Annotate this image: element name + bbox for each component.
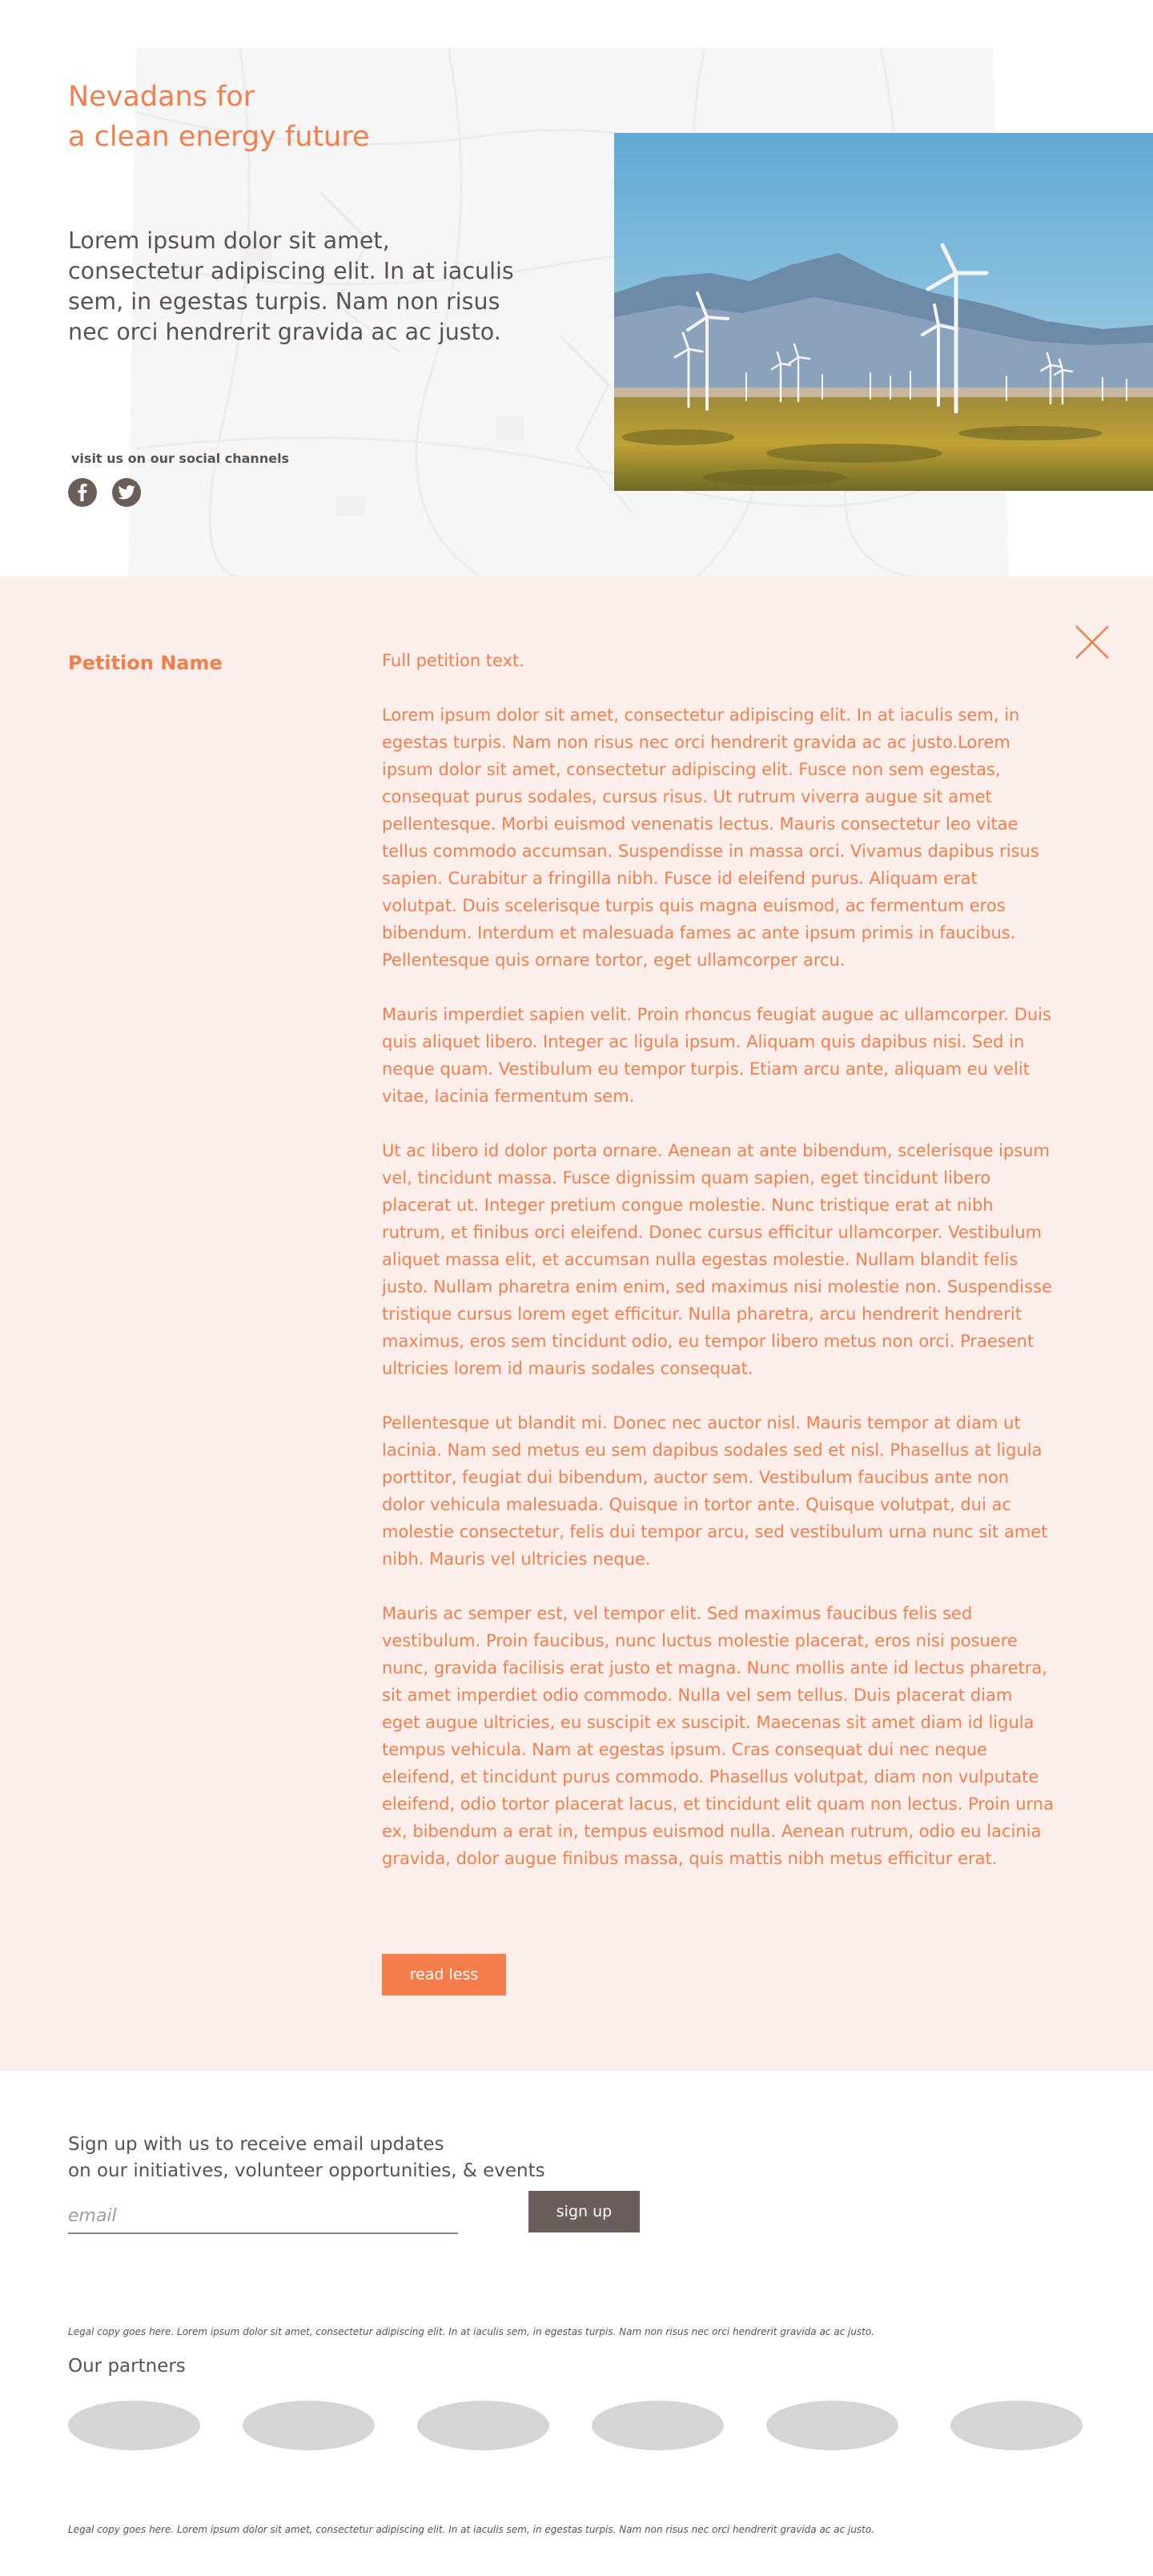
hero-title-line-2: a clean energy future [68, 121, 370, 153]
signup-text [68, 2132, 564, 2184]
legal-copy-top: Legal copy goes here. Lorem ipsum dolor sit amet, consectetur adipiscing elit. In at iaculis sem, in egestas turpis. Nam non risus nec orci hendrerit gravida ac ac justo. [68, 2326, 875, 2337]
partner-logo[interactable] [243, 2401, 375, 2450]
petition-section [0, 577, 1153, 2071]
signup-text-line-1: Sign up with us to receive email updates [68, 2134, 444, 2155]
petition-intro: Full petition text. [382, 651, 524, 670]
petition-name: Petition Name [68, 652, 223, 674]
partner-logo[interactable] [417, 2401, 549, 2450]
facebook-icon[interactable] [68, 478, 97, 507]
signup-text-line-2: on our initiatives, volunteer opportunities, & events [68, 2160, 545, 2181]
hero-lead-text: Lorem ipsum dolor sit amet, consectetur adipiscing elit. In at iaculis sem, in egestas turpis. Nam non risus nec orci hendrerit gravida ac ac justo. [68, 227, 514, 345]
wind-farm-photo [614, 133, 1153, 491]
petition-full-text [382, 647, 1055, 1899]
email-field[interactable] [68, 2200, 458, 2231]
partner-logo[interactable] [592, 2401, 724, 2450]
petition-paragraph: Mauris ac semper est, vel tempor elit. Sed maximus faucibus felis sed vestibulum. Proin faucibus, nunc luctus molestie placerat, eros nisi posuere nunc, gravida facilisis erat justo et magna. Nunc mollis ante id lectus pharetra, sit amet imperdiet odio commodo. Nulla vel sem tellus. Duis placerat diam eget augue ultricies, eu suscipit ex suscipit. Maecenas sit amet diam id ligula tempus vehicula. Nam at egestas ipsum. Cras consequat dui nec neque eleifend, et tincidunt purus commodo. Phasellus volutpat, diam non vulputate eleifend, odio tortor placerat lacus, et tincidunt elit quam non lectus. Proin urna ex, bibendum a erat in, tempus euismod nulla. Aenean rutrum, odio eu lacinia gravida, dolor augue finibus massa, quis mattis nibh metus efficitur erat. [382, 1604, 1054, 1868]
hero-section [0, 0, 1153, 577]
partner-logo[interactable] [68, 2401, 200, 2450]
petition-paragraph: Pellentesque ut blandit mi. Donec nec auctor nisl. Mauris tempor at diam ut lacinia. Nam sed metus eu sem dapibus sodales sed et nisl. Phasellus at ligula porttitor, feugiat dui bibendum, auctor sem. Vestibulum faucibus ante non dolor vehicula malesuada. Quisque in tortor ante. Quisque volutpat, dui ac molestie consectetur, felis dui tempor arcu, sed vestibulum urna nunc sit amet nibh. Mauris vel ultricies neque. [382, 1413, 1048, 1569]
petition-paragraph: Mauris imperdiet sapien velit. Proin rhoncus feugiat augue ac ullamcorper. Duis quis aliquet libero. Integer ac ligula ipsum. Aliquam quis dapibus nisi. Sed in neque quam. Vestibulum eu tempor turpis. Etiam arcu ante, aliquam eu velit vitae, lacinia fermentum sem. [382, 1005, 1051, 1106]
social-icons [68, 478, 141, 507]
signup-section [0, 2071, 1153, 2311]
partner-logo[interactable] [766, 2401, 898, 2450]
hero-title-line-1: Nevadans for [68, 81, 255, 113]
social-channels-label: visit us on our social channels [71, 451, 290, 466]
petition-paragraph: Lorem ipsum dolor sit amet, consectetur adipiscing elit. In at iaculis sem, in egestas turpis. Nam non risus nec orci hendrerit gravida ac ac justo.Lorem ipsum dolor sit amet, consectetur adipiscing elit. Fusce non sem egestas, consequat purus sodales, cursus risus. Ut rutrum viverra augue sit amet pellentesque. Morbi euismod venenatis lectus. Mauris consectetur leo vitae tellus commodo accumsan. Suspendisse in massa orci. Vivamus dapibus risus sapien. Curabitur a fringilla nibh. Fusce id eleifend purus. Aliquam erat volutpat. Duis scelerisque turpis quis magna euismod, ac fermentum eros bibendum. Interdum et malesuada fames ac ante ipsum primis in faucibus. Pellentesque quis ornare tortor, eget ullamcorper arcu. [382, 705, 1039, 970]
sign-up-button[interactable]: sign up [528, 2191, 640, 2232]
hero-title [68, 77, 548, 157]
twitter-icon[interactable] [112, 478, 141, 507]
close-icon[interactable] [1073, 623, 1111, 661]
petition-paragraph: Ut ac libero id dolor porta ornare. Aenean at ante bibendum, scelerisque ipsum vel, tincidunt massa. Fusce dignissim quam sapien, eget tincidunt libero placerat ut. Integer pretium congue molestie. Nunc tristique erat at nibh rutrum, et finibus orci eleifend. Donec cursus efficitur ullamcorper. Vestibulum aliquet massa elit, et accumsan nulla egestas molestie. Nullam blandit felis justo. Nullam pharetra enim enim, sed maximus nisi molestie non. Suspendisse tristique cursus lorem eget efficitur. Nulla pharetra, arcu hendrerit hendrerit maximus, eros sem tincidunt odio, eu tempor libero metus non orci. Praesent ultricies lorem id mauris sodales consequat. [382, 1141, 1052, 1378]
partners-title: Our partners [68, 2356, 186, 2377]
partner-logo[interactable] [950, 2401, 1083, 2450]
email-field-wrapper [68, 2200, 458, 2234]
read-less-button[interactable]: read less [382, 1954, 506, 1995]
legal-copy-bottom: Legal copy goes here. Lorem ipsum dolor sit amet, consectetur adipiscing elit. In at iaculis sem, in egestas turpis. Nam non risus nec orci hendrerit gravida ac ac justo. [68, 2524, 875, 2535]
